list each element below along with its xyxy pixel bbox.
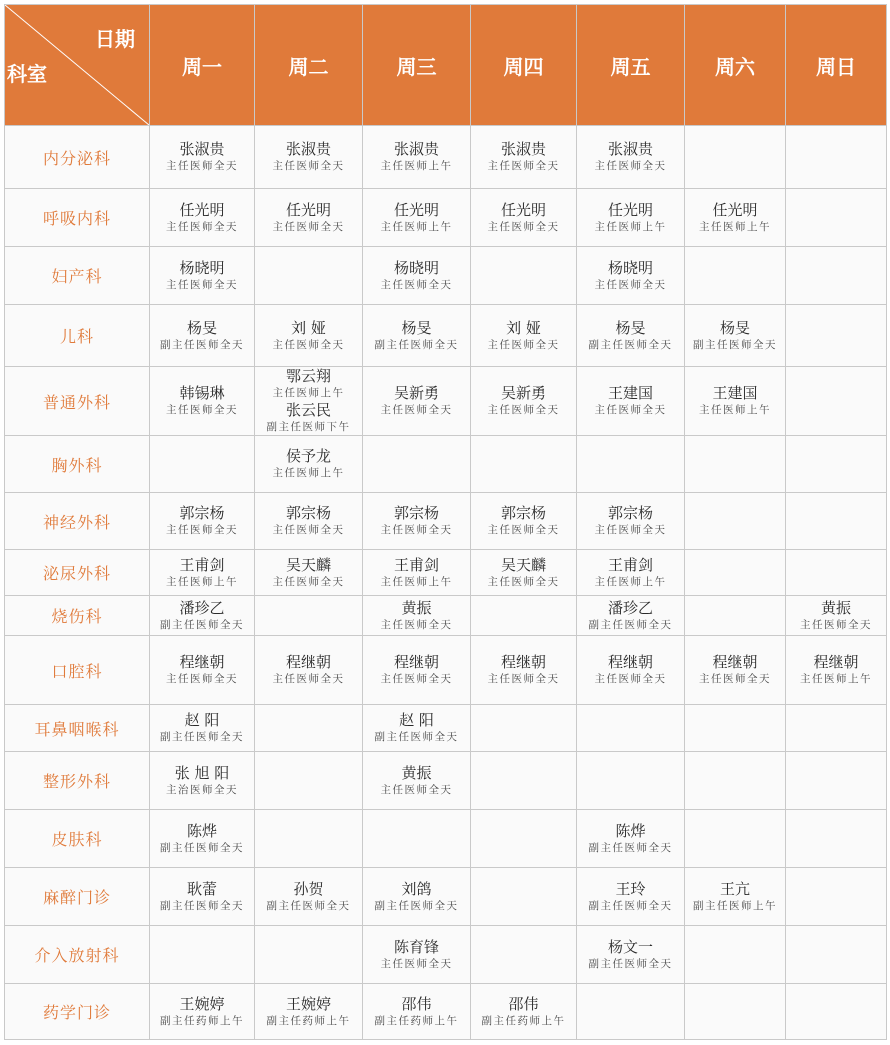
schedule-cell <box>577 436 685 493</box>
department-name: 整形外科 <box>5 752 150 810</box>
schedule-cell <box>150 550 255 596</box>
doctor-title: 副主任医师全天 <box>266 899 351 912</box>
schedule-cell <box>150 926 255 984</box>
schedule-cell <box>255 868 363 926</box>
schedule-cell <box>150 636 255 705</box>
doctor-title: 副主任医师全天 <box>374 899 459 912</box>
department-name: 妇产科 <box>5 247 150 305</box>
schedule-cell <box>255 550 363 596</box>
doctor-title: 主任医师全天 <box>594 160 667 172</box>
doctor-name: 程继朝 <box>712 653 758 671</box>
schedule-cell <box>363 189 471 247</box>
doctor-title: 主任医师全天 <box>166 278 238 291</box>
doctor-title: 主任医师全天 <box>272 160 345 172</box>
table-row <box>5 247 887 305</box>
doctor-name: 邵伟 <box>401 994 432 1013</box>
schedule-cell <box>577 752 685 810</box>
doctor-name: 王甫剑 <box>607 555 653 574</box>
doctor-name: 任光明 <box>393 200 439 219</box>
doctor-title: 主任医师全天 <box>272 524 345 536</box>
schedule-cell <box>786 926 887 984</box>
doctor-title: 主任医师全天 <box>380 524 453 536</box>
day-header: 周日 <box>786 5 887 126</box>
doctor-name: 鄂云翔 <box>285 367 331 385</box>
doctor-title: 主任医师上午 <box>800 673 872 685</box>
doctor-title: 主任医师全天 <box>380 783 453 796</box>
schedule-cell <box>577 550 685 596</box>
schedule-cell <box>255 126 363 189</box>
schedule-cell <box>363 126 471 189</box>
doctor-title: 副主任医师全天 <box>374 338 459 351</box>
department-name: 口腔科 <box>5 636 150 705</box>
schedule-cell <box>363 493 471 550</box>
table-row <box>5 189 887 247</box>
doctor-title: 主任医师全天 <box>166 220 238 233</box>
schedule-cell <box>471 810 577 868</box>
department-name: 耳鼻咽喉科 <box>5 705 150 752</box>
schedule-cell <box>363 752 471 810</box>
doctor-title: 主任医师上午 <box>594 575 667 588</box>
doctor-name: 黄振 <box>401 763 432 782</box>
department-name: 神经外科 <box>5 493 150 550</box>
doctor-name: 王亢 <box>719 879 750 898</box>
schedule-cell <box>363 596 471 636</box>
doctor-title: 主任医师上午 <box>699 220 771 233</box>
doctor-title: 副主任药师上午 <box>160 1014 244 1027</box>
corner-header <box>5 5 150 126</box>
doctor-title: 主任医师上午 <box>166 575 238 588</box>
doctor-name: 吴新勇 <box>393 384 439 402</box>
doctor-name: 潘珍乙 <box>179 598 225 617</box>
schedule-cell <box>471 247 577 305</box>
schedule-cell <box>255 984 363 1040</box>
day-header: 周五 <box>577 5 685 126</box>
doctor-name: 程继朝 <box>813 653 859 671</box>
schedule-cell <box>150 367 255 436</box>
schedule-cell <box>577 868 685 926</box>
table-row <box>5 436 887 493</box>
department-name: 儿科 <box>5 305 150 367</box>
doctor-title: 主任医师全天 <box>487 524 560 536</box>
doctor-name: 张淑贵 <box>393 140 439 158</box>
schedule-cell <box>255 705 363 752</box>
doctor-title: 主任医师全天 <box>594 524 667 536</box>
doctor-title: 主任医师上午 <box>272 467 345 479</box>
doctor-title: 副主任医师全天 <box>160 841 244 854</box>
header-row <box>5 5 887 126</box>
doctor-name: 吴天麟 <box>500 555 546 574</box>
schedule-cell <box>150 493 255 550</box>
schedule-cell <box>685 705 786 752</box>
doctor-title: 主任医师全天 <box>800 618 872 631</box>
doctor-title: 主任医师全天 <box>487 404 560 416</box>
department-name: 呼吸内科 <box>5 189 150 247</box>
table-row <box>5 636 887 705</box>
schedule-cell <box>150 868 255 926</box>
doctor-name: 杨旻 <box>401 318 432 337</box>
doctor-name: 王婉婷 <box>285 994 331 1013</box>
schedule-cell <box>685 436 786 493</box>
doctor-name: 郭宗杨 <box>285 504 331 522</box>
doctor-title: 主任医师全天 <box>272 575 345 588</box>
doctor-title: 副主任医师全天 <box>160 338 244 351</box>
doctor-name: 杨旻 <box>186 318 217 337</box>
doctor-name: 王甫剑 <box>179 555 225 574</box>
schedule-cell <box>471 636 577 705</box>
doctor-title: 副主任药师上午 <box>266 1014 351 1027</box>
department-name: 麻醉门诊 <box>5 868 150 926</box>
doctor-name: 刘 娅 <box>506 318 541 337</box>
department-name: 内分泌科 <box>5 126 150 189</box>
doctor-name: 郭宗杨 <box>179 504 225 522</box>
table-row <box>5 868 887 926</box>
doctor-name: 邵伟 <box>508 994 539 1013</box>
schedule-cell <box>471 705 577 752</box>
table-row <box>5 752 887 810</box>
doctor-title: 主任医师全天 <box>166 404 238 416</box>
doctor-name: 张淑贵 <box>500 140 546 158</box>
doctor-title: 主任医师全天 <box>380 278 453 291</box>
doctor-name: 刘 娅 <box>291 318 326 337</box>
doctor-name: 杨旻 <box>719 318 750 337</box>
doctor-title: 副主任医师全天 <box>588 899 673 912</box>
day-header: 周六 <box>685 5 786 126</box>
schedule-cell <box>363 810 471 868</box>
doctor-title: 副主任医师全天 <box>588 338 673 351</box>
doctor-name: 吴天麟 <box>285 555 331 574</box>
schedule-cell <box>577 984 685 1040</box>
schedule-cell <box>786 596 887 636</box>
doctor-name: 王婉婷 <box>179 994 225 1013</box>
doctor-name: 任光明 <box>285 200 331 219</box>
schedule-cell <box>150 705 255 752</box>
schedule-cell <box>685 493 786 550</box>
doctor-title: 主任医师全天 <box>594 278 667 291</box>
department-name: 皮肤科 <box>5 810 150 868</box>
schedule-cell <box>786 189 887 247</box>
doctor-name: 任光明 <box>500 200 546 219</box>
schedule-cell <box>363 705 471 752</box>
schedule-cell <box>577 596 685 636</box>
schedule-cell <box>150 752 255 810</box>
schedule-cell <box>363 868 471 926</box>
schedule-cell <box>363 984 471 1040</box>
doctor-name: 张淑贵 <box>607 140 653 158</box>
doctor-title: 副主任医师全天 <box>160 618 244 631</box>
doctor-name: 杨旻 <box>615 318 646 337</box>
schedule-cell <box>255 367 363 436</box>
doctor-title: 主任医师上午 <box>380 220 453 233</box>
schedule-cell <box>786 436 887 493</box>
doctor-name: 孙贺 <box>293 879 324 898</box>
doctor-name: 杨晓明 <box>607 258 653 277</box>
schedule-cell <box>786 810 887 868</box>
doctor-name: 王建国 <box>607 384 653 402</box>
doctor-name: 任光明 <box>607 200 653 219</box>
doctor-title: 主任医师全天 <box>380 618 453 631</box>
schedule-cell <box>255 636 363 705</box>
doctor-title: 主任医师全天 <box>380 673 453 685</box>
doctor-name: 黄振 <box>820 598 851 617</box>
doctor-name: 赵 阳 <box>184 711 220 729</box>
schedule-cell <box>150 126 255 189</box>
doctor-name: 潘珍乙 <box>607 598 653 617</box>
day-header: 周四 <box>471 5 577 126</box>
doctor-title: 副主任医师上午 <box>693 899 777 912</box>
schedule-cell <box>255 810 363 868</box>
schedule-cell <box>786 493 887 550</box>
doctor-title: 副主任医师下午 <box>266 421 351 433</box>
schedule-cell <box>786 367 887 436</box>
doctor-title: 主任医师上午 <box>380 575 453 588</box>
department-name: 药学门诊 <box>5 984 150 1040</box>
schedule-cell <box>577 305 685 367</box>
schedule-cell <box>150 247 255 305</box>
schedule-cell <box>471 126 577 189</box>
schedule-cell <box>363 305 471 367</box>
table-row <box>5 126 887 189</box>
table-row <box>5 810 887 868</box>
table-row <box>5 550 887 596</box>
schedule-cell <box>685 247 786 305</box>
doctor-title: 主任医师全天 <box>272 338 345 351</box>
doctor-name: 杨晓明 <box>393 258 439 277</box>
doctor-title: 副主任医师全天 <box>160 899 244 912</box>
doctor-name: 程继朝 <box>179 653 225 671</box>
schedule-cell <box>577 367 685 436</box>
schedule-cell <box>577 705 685 752</box>
schedule-cell <box>577 926 685 984</box>
day-header: 周二 <box>255 5 363 126</box>
schedule-cell <box>786 752 887 810</box>
doctor-name: 耿蕾 <box>186 879 217 898</box>
schedule-cell <box>685 367 786 436</box>
doctor-title: 副主任医师全天 <box>588 841 673 854</box>
doctor-title: 主任医师全天 <box>487 673 560 685</box>
doctor-title: 主任医师全天 <box>380 404 453 416</box>
corner-dept-label: 科室 <box>7 62 47 86</box>
schedule-cell <box>471 436 577 493</box>
doctor-title: 副主任医师全天 <box>160 731 244 743</box>
schedule-cell <box>685 752 786 810</box>
corner-date-label: 日期 <box>95 27 135 51</box>
table-row <box>5 705 887 752</box>
table-row <box>5 596 887 636</box>
doctor-title: 副主任医师全天 <box>588 618 673 631</box>
schedule-cell <box>255 926 363 984</box>
schedule-cell <box>685 868 786 926</box>
schedule-cell <box>685 550 786 596</box>
doctor-title: 副主任医师全天 <box>588 957 673 970</box>
doctor-name: 王甫剑 <box>393 555 439 574</box>
doctor-name: 郭宗杨 <box>393 504 439 522</box>
schedule-cell <box>786 636 887 705</box>
doctor-title: 主任医师全天 <box>166 524 238 536</box>
doctor-name: 郭宗杨 <box>607 504 653 522</box>
schedule-cell <box>577 493 685 550</box>
schedule-cell <box>255 752 363 810</box>
schedule-cell <box>363 247 471 305</box>
schedule-cell <box>150 189 255 247</box>
doctor-name: 王建国 <box>712 384 758 402</box>
doctor-name: 程继朝 <box>393 653 439 671</box>
doctor-title: 主任医师全天 <box>487 220 560 233</box>
department-name: 普通外科 <box>5 367 150 436</box>
doctor-name: 张淑贵 <box>179 140 225 158</box>
schedule-cell <box>363 926 471 984</box>
schedule-cell <box>471 493 577 550</box>
doctor-name: 吴新勇 <box>500 384 546 402</box>
schedule-cell <box>685 636 786 705</box>
schedule-cell <box>685 984 786 1040</box>
schedule-cell <box>577 189 685 247</box>
doctor-title: 主任医师全天 <box>380 957 453 970</box>
schedule-cell <box>363 550 471 596</box>
doctor-name: 程继朝 <box>607 653 653 671</box>
table-row <box>5 926 887 984</box>
doctor-title: 主任医师全天 <box>487 575 560 588</box>
schedule-cell <box>577 247 685 305</box>
doctor-name: 张 旭 阳 <box>174 763 230 782</box>
doctor-name: 杨文一 <box>607 937 653 956</box>
doctor-title: 主任医师上午 <box>699 404 771 416</box>
doctor-title: 主任医师上午 <box>380 160 453 172</box>
schedule-cell <box>471 926 577 984</box>
schedule-cell <box>685 810 786 868</box>
schedule-cell <box>471 305 577 367</box>
doctor-title: 主任医师全天 <box>487 338 560 351</box>
doctor-title: 主任医师全天 <box>487 160 560 172</box>
doctor-name: 张云民 <box>285 401 331 419</box>
doctor-name: 程继朝 <box>285 653 331 671</box>
schedule-cell <box>255 436 363 493</box>
department-name: 烧伤科 <box>5 596 150 636</box>
doctor-title: 主任医师全天 <box>166 160 238 172</box>
schedule-cell <box>471 367 577 436</box>
schedule-cell <box>786 247 887 305</box>
doctor-title: 副主任医师全天 <box>374 731 459 743</box>
doctor-name: 任光明 <box>712 200 758 219</box>
doctor-name: 侯予龙 <box>285 447 331 465</box>
doctor-name: 陈烨 <box>186 821 217 840</box>
schedule-cell <box>577 126 685 189</box>
doctor-name: 郭宗杨 <box>500 504 546 522</box>
table-row <box>5 305 887 367</box>
schedule-cell <box>786 984 887 1040</box>
schedule-cell <box>786 126 887 189</box>
schedule-cell <box>255 596 363 636</box>
doctor-name: 韩锡琳 <box>179 384 225 402</box>
schedule-cell <box>786 868 887 926</box>
schedule-cell <box>150 436 255 493</box>
schedule-body <box>5 126 887 1040</box>
doctor-title: 主治医师全天 <box>166 783 238 796</box>
schedule-cell <box>685 126 786 189</box>
schedule-cell <box>363 636 471 705</box>
doctor-name: 陈烨 <box>615 821 646 840</box>
schedule-cell <box>255 305 363 367</box>
schedule-cell <box>255 247 363 305</box>
schedule-cell <box>150 305 255 367</box>
table-row <box>5 367 887 436</box>
doctor-name: 任光明 <box>179 200 225 219</box>
day-header: 周一 <box>150 5 255 126</box>
doctor-name: 张淑贵 <box>285 140 331 158</box>
doctor-title: 副主任医师全天 <box>693 338 777 351</box>
schedule-cell <box>255 493 363 550</box>
schedule-cell <box>577 636 685 705</box>
department-name: 介入放射科 <box>5 926 150 984</box>
schedule-table <box>4 4 887 1040</box>
department-name: 胸外科 <box>5 436 150 493</box>
department-name: 泌尿外科 <box>5 550 150 596</box>
schedule-cell <box>471 189 577 247</box>
doctor-title: 主任医师全天 <box>699 673 771 685</box>
schedule-cell <box>685 926 786 984</box>
schedule-cell <box>150 596 255 636</box>
doctor-name: 王玲 <box>615 879 646 898</box>
doctor-name: 陈育锋 <box>393 937 439 956</box>
doctor-title: 副主任药师上午 <box>481 1014 566 1027</box>
doctor-name: 刘鸽 <box>401 879 432 898</box>
schedule-cell <box>685 305 786 367</box>
schedule-cell <box>471 868 577 926</box>
table-row <box>5 984 887 1040</box>
doctor-name: 程继朝 <box>500 653 546 671</box>
doctor-title: 副主任药师上午 <box>374 1014 459 1027</box>
doctor-title: 主任医师全天 <box>594 673 667 685</box>
doctor-title: 主任医师全天 <box>594 404 667 416</box>
schedule-cell <box>150 984 255 1040</box>
doctor-title: 主任医师全天 <box>166 673 238 685</box>
doctor-title: 主任医师全天 <box>272 673 345 685</box>
schedule-cell <box>255 189 363 247</box>
schedule-cell <box>471 752 577 810</box>
doctor-title: 主任医师全天 <box>272 220 345 233</box>
schedule-cell <box>471 550 577 596</box>
schedule-cell <box>685 596 786 636</box>
doctor-name: 赵 阳 <box>399 711 434 729</box>
schedule-cell <box>786 305 887 367</box>
schedule-cell <box>471 984 577 1040</box>
schedule-cell <box>786 705 887 752</box>
doctor-title: 主任医师上午 <box>594 220 667 233</box>
schedule-cell <box>150 810 255 868</box>
schedule-cell <box>471 596 577 636</box>
doctor-title: 主任医师上午 <box>272 387 345 399</box>
day-header: 周三 <box>363 5 471 126</box>
schedule-cell <box>577 810 685 868</box>
schedule-cell <box>363 436 471 493</box>
schedule-cell <box>786 550 887 596</box>
schedule-cell <box>363 367 471 436</box>
table-row <box>5 493 887 550</box>
doctor-name: 杨晓明 <box>179 258 225 277</box>
schedule-cell <box>685 189 786 247</box>
doctor-name: 黄振 <box>401 598 432 617</box>
